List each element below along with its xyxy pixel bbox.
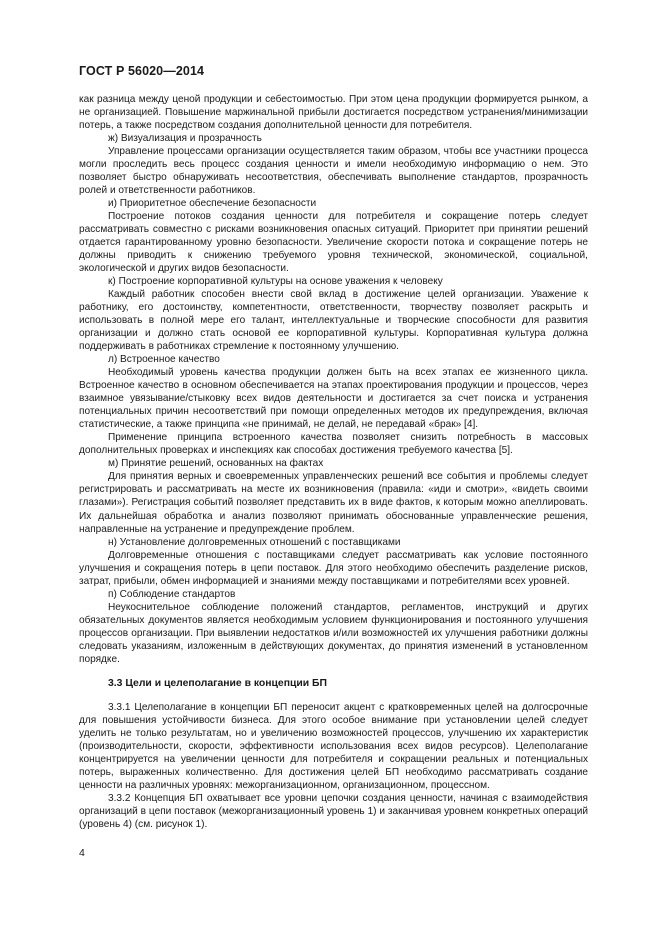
- page-number: 4: [79, 847, 85, 859]
- subheading: п) Соблюдение стандартов: [108, 588, 236, 600]
- subheading: л) Встроенное качество: [108, 354, 220, 366]
- paragraph: Неукоснительное соблюдение положений стандартов, регламентов, инструкций и других обязательных документов является необходимым условием функционирования и постоянного улучшения процессов организации. При выявлении недостатков и/или возможностей их улучшения работники должны следовать указаниям, изложенным в действующих документах, до принятия изменений в установленном порядке.: [79, 601, 588, 665]
- subheading: и) Приоритетное обеспечение безопасности: [108, 198, 317, 210]
- paragraph: 3.3.2 Концепция БП охватывает все уровни цепочки создания ценности, начиная с взаимодействия организаций в цепи поставок (межорганизационный уровень 1) и заканчивая уровнем конкретных операций (уровень 4) (см. рисунок 1).: [79, 792, 588, 830]
- section-heading: 3.3 Цели и целеполагание в концепции БП: [108, 677, 327, 689]
- paragraph: Для принятия верных и своевременных управленческих решений все события и проблемы следует регистрировать и рассматривать на месте их возникновения (правила: «иди и смотри», «видеть своими глазами»). Регистрация событий позволяет представить их в виде фактов, к которым можно апеллировать. Их дальнейшая обработка и анализ позволяют принимать обоснованные управленческие решения, направленные на устранение и предупреждение проблем.: [79, 471, 588, 535]
- subheading: ж) Визуализация и прозрачность: [108, 133, 262, 145]
- paragraph: Каждый работник способен внести свой вклад в достижение целей организации. Уважение к работнику, его достоинству, компетентности, ответственности, творчеству позволяет раскрыть и использовать в полной мере его талант, интеллектуальные и творческие способности для развития организации и должно стать основой ее корпоративной культуры. Корпоративная культура должна поддерживать в работниках стремление к постоянному улучшению.: [79, 289, 588, 353]
- paragraph: 3.3.1 Целеполагание в концепции БП переносит акцент с кратковременных целей на долгосрочные для повышения устойчивости бизнеса. Для этого особое внимание при установлении целей следует уделить не только результатам, но и увеличению возможностей процессов, улучшению их характеристик (производительности, скорости, эффективности использования всех видов ресурсов). Целеполагание концентрируется на увеличении ценности для потребителя и сокращении реальных и потенциальных потерь, выраженных количественно. Для достижения целей БП необходимо рассматривать создание ценности на различных уровнях: межорганизационном, организационном, процессном.: [79, 701, 588, 791]
- document-header: ГОСТ Р 56020—2014: [79, 64, 205, 78]
- subheading: м) Принятие решений, основанных на фактах: [108, 458, 324, 470]
- subheading: н) Установление долговременных отношений с поставщиками: [108, 536, 401, 548]
- paragraph: Построение потоков создания ценности для потребителя и сокращение потерь следует рассматривать совместно с рисками возникновения опасных ситуаций. Приоритет при принятии решений отдается гарантированному уровню безопасности. Увеличение скорости потока и сокращение потерь не должны приводить к снижению требуемого уровня технической, экономической, социальной, экологической и других видов безопасности.: [79, 211, 588, 275]
- subheading: к) Построение корпоративной культуры на основе уважения к человеку: [108, 276, 443, 288]
- section-3-3-body: [79, 701, 588, 831]
- paragraph: Применение принципа встроенного качества позволяет снизить потребность в массовых дополнительных проверках и инспекциях как способах достижения требуемого качества [5].: [79, 432, 588, 457]
- paragraph: Необходимый уровень качества продукции должен быть на всех этапах ее жизненного цикла. Встроенное качество в основном обеспечивается на этапах проектирования продукции и процессов, через взаимное увязывание/стыковку всех видов деятельности и достигается за счет поиска и устранения потенциальных причин несоответствий при помощи определенных методов их предупреждения, включая статистические, а также принципа «не принимай, не делай, не передавай «брак» [4].: [79, 367, 588, 431]
- paragraph: как разница между ценой продукции и себестоимостью. При этом цена продукции формируется рынком, а не организацией. Повышение маржинальной прибыли достигается посредством устранения/минимизации потерь, а также посредством создания дополнительной ценности для потребителя.: [79, 94, 588, 132]
- paragraph: Долговременные отношения с поставщиками следует рассматривать как условие постоянного улучшения и сокращения потерь в цепи поставок. Для этого необходимо обеспечить разделение рисков, затрат, прибыли, обмен информацией и знаниями между поставщиками и потребителями всех уровней.: [79, 549, 588, 587]
- document-body: [79, 93, 588, 831]
- principles-list: [79, 93, 588, 666]
- paragraph: Управление процессами организации осуществляется таким образом, чтобы все участники процесса могли проследить весь процесс создания ценности и имели необходимую информацию о нем. Это позволяет быстро обнаруживать несоответствия, обеспечивать выполнение стандартов, прозрачность ролей и ответственности работников.: [79, 146, 588, 197]
